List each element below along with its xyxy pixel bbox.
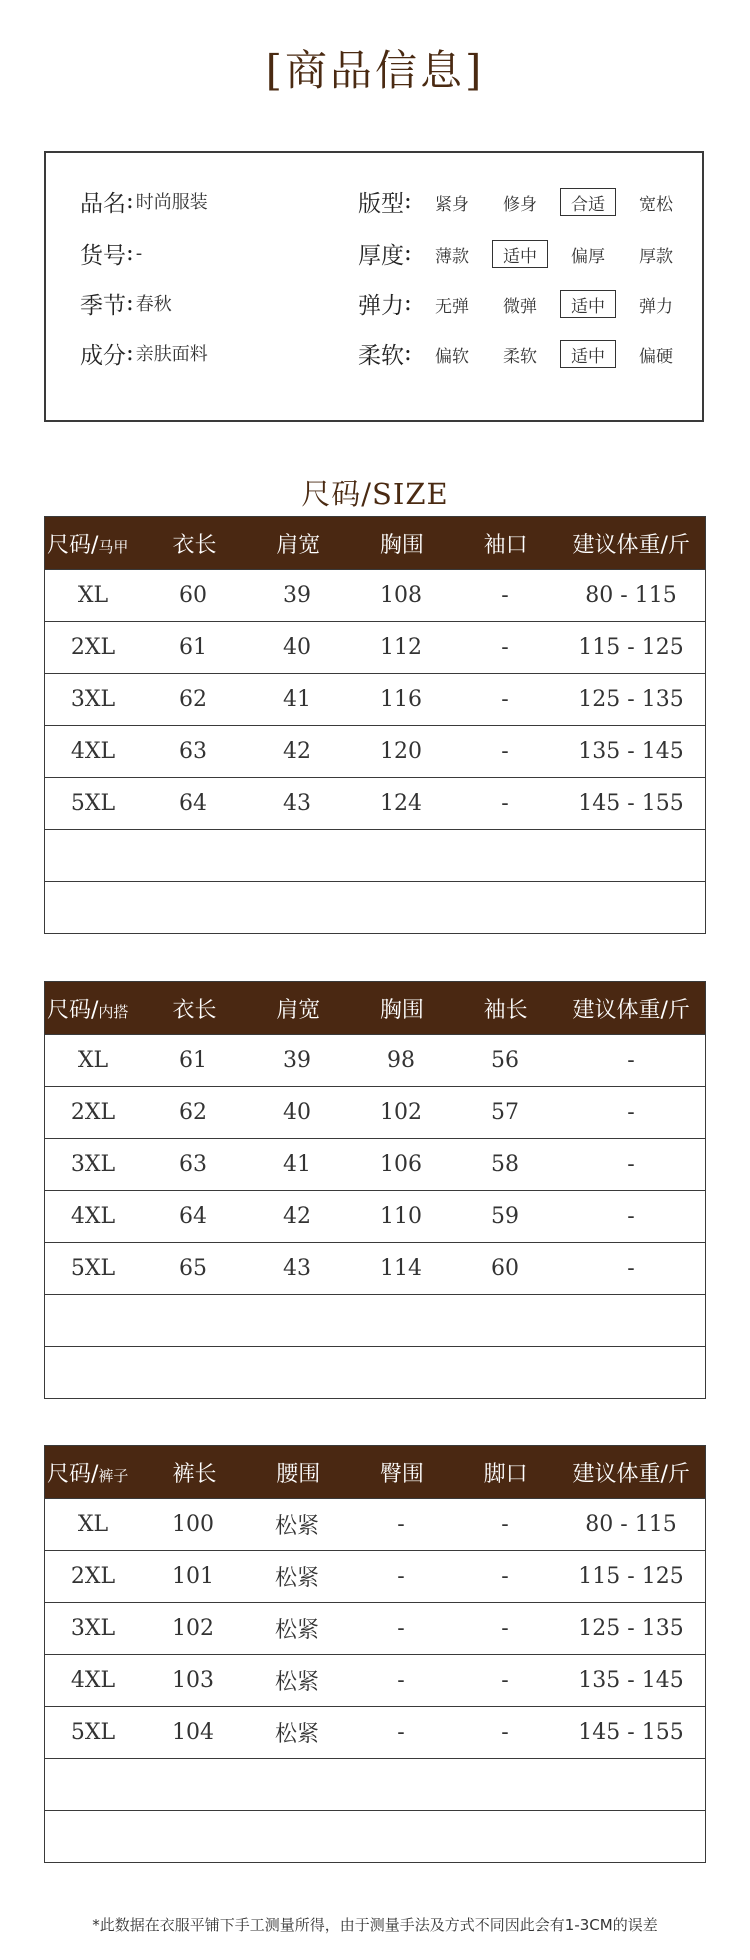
table-cell: 57 [491, 1100, 519, 1125]
header-size-label: 尺码/ [47, 1461, 99, 1487]
attribute-option: 紧身 [435, 194, 469, 215]
table-cell: - [397, 1720, 405, 1745]
info-colon: : [404, 240, 412, 266]
table-cell: 4XL [70, 1204, 116, 1229]
table-cell: 80 - 115 [585, 583, 677, 608]
info-row [46, 181, 702, 221]
info-colon: : [126, 340, 134, 366]
table-cell: - [397, 1616, 405, 1641]
table-cell: 42 [283, 1204, 311, 1229]
table-cell: 3XL [70, 1152, 116, 1177]
table-cell: 松紧 [274, 1566, 319, 1591]
table-cell: 61 [179, 635, 207, 660]
table-cell: - [501, 791, 509, 816]
table-cell: 65 [179, 1256, 207, 1281]
info-key: 弹力 [358, 292, 404, 319]
attribute-option-selected: 适中 [560, 290, 616, 318]
info-left-field [80, 283, 172, 323]
table-row [45, 673, 705, 725]
header-cell: 衣长 [172, 997, 217, 1023]
table-cell: 102 [380, 1100, 422, 1125]
header-cell: 衣长 [172, 532, 217, 558]
table-cell: 115 - 125 [578, 1564, 684, 1589]
table-cell: 80 - 115 [585, 1512, 677, 1537]
table-cell: 41 [283, 1152, 311, 1177]
table-cell: - [501, 1668, 509, 1693]
table-cell: 43 [283, 791, 311, 816]
header-cell: 脚口 [483, 1461, 528, 1487]
table-cell: 103 [172, 1668, 214, 1693]
attribute-option-selected: 适中 [560, 340, 616, 368]
header-cell: 裤长 [172, 1461, 217, 1487]
info-colon: : [126, 188, 134, 214]
table-row [45, 1602, 705, 1654]
table-row-empty [45, 1810, 705, 1862]
table-header [45, 517, 705, 569]
table-row [45, 1190, 705, 1242]
info-row [46, 283, 702, 323]
table-cell: 106 [380, 1152, 422, 1177]
table-cell: 104 [172, 1720, 214, 1745]
info-key: 品名 [80, 190, 126, 217]
info-colon: : [126, 240, 134, 266]
table-cell: - [501, 1616, 509, 1641]
attribute-option: 修身 [503, 194, 537, 215]
table-row [45, 1550, 705, 1602]
table-cell: 2XL [70, 635, 116, 660]
table-cell: - [501, 1564, 509, 1589]
info-right-field [358, 283, 412, 323]
table-cell: 56 [491, 1048, 519, 1073]
table-cell: - [627, 1204, 635, 1229]
table-cell: - [397, 1668, 405, 1693]
info-right-field [358, 233, 412, 273]
header-garment-label: 裤子 [98, 1466, 129, 1485]
table-cell: 42 [283, 739, 311, 764]
table-cell: 2XL [70, 1564, 116, 1589]
table-row-empty [45, 881, 705, 933]
table-cell: 60 [179, 583, 207, 608]
attribute-option: 无弹 [435, 296, 469, 317]
table-cell: 110 [380, 1204, 422, 1229]
table-cell: 41 [283, 687, 311, 712]
info-row [46, 333, 702, 373]
header-cell: 袖口 [483, 532, 528, 558]
info-value: 春秋 [135, 294, 172, 315]
table-cell: 40 [283, 635, 311, 660]
table-cell: XL [77, 1048, 109, 1073]
table-cell: 松紧 [274, 1670, 319, 1695]
header-size-cell [45, 528, 143, 559]
table-cell: 3XL [70, 687, 116, 712]
info-left-field [80, 233, 142, 273]
info-left-field [80, 333, 208, 373]
info-value: 时尚服装 [135, 192, 208, 213]
info-key: 季节 [80, 292, 126, 319]
table-cell: - [501, 1512, 509, 1537]
table-cell: XL [77, 1512, 109, 1537]
table-cell: 64 [179, 1204, 207, 1229]
table-cell: - [627, 1152, 635, 1177]
attribute-option: 偏硬 [639, 346, 673, 367]
table-cell: 64 [179, 791, 207, 816]
header-cell: 腰围 [276, 1461, 321, 1487]
attribute-option-selected: 适中 [492, 240, 548, 268]
attribute-option: 偏厚 [571, 246, 605, 267]
table-row-empty [45, 829, 705, 881]
header-cell: 臀围 [379, 1461, 424, 1487]
table-cell: 39 [283, 1048, 311, 1073]
info-colon: : [404, 290, 412, 316]
table-cell: - [397, 1512, 405, 1537]
info-key: 货号 [80, 242, 126, 269]
table-cell: 4XL [70, 1668, 116, 1693]
size-table [44, 516, 706, 934]
header-cell: 肩宽 [276, 997, 321, 1023]
header-size-cell [45, 993, 143, 1024]
table-cell: - [627, 1100, 635, 1125]
table-row [45, 1086, 705, 1138]
info-left-field [80, 181, 208, 221]
info-value: 亲肤面料 [135, 344, 208, 365]
table-cell: 115 - 125 [578, 635, 684, 660]
table-cell: 108 [380, 583, 422, 608]
table-cell: 40 [283, 1100, 311, 1125]
attribute-option: 柔软 [503, 346, 537, 367]
info-row [46, 233, 702, 273]
table-cell: 114 [380, 1256, 422, 1281]
measurement-footnote: *此数据在衣服平铺下手工测量所得，由于测量手法及方式不同因此会有1-3CM的误差 [92, 1916, 658, 1934]
info-colon: : [404, 188, 412, 214]
table-cell: 43 [283, 1256, 311, 1281]
table-row [45, 1034, 705, 1086]
table-cell: 5XL [70, 791, 116, 816]
table-cell: 松紧 [274, 1514, 319, 1539]
header-cell: 袖长 [483, 997, 528, 1023]
attribute-option: 薄款 [435, 246, 469, 267]
info-key: 成分 [80, 342, 126, 369]
table-cell: 58 [491, 1152, 519, 1177]
table-row [45, 1654, 705, 1706]
info-key: 厚度 [358, 242, 404, 269]
attribute-option-selected: 合适 [560, 188, 616, 216]
table-cell: 112 [380, 635, 422, 660]
table-cell: 62 [179, 1100, 207, 1125]
header-cell: 肩宽 [276, 532, 321, 558]
table-header [45, 1446, 705, 1498]
attribute-option: 弹力 [639, 296, 673, 317]
table-cell: 5XL [70, 1720, 116, 1745]
table-cell: 59 [491, 1204, 519, 1229]
table-cell: 63 [179, 1152, 207, 1177]
table-row [45, 621, 705, 673]
table-cell: 135 - 145 [578, 739, 684, 764]
table-row [45, 1498, 705, 1550]
table-cell: 松紧 [274, 1618, 319, 1643]
table-cell: 125 - 135 [578, 687, 684, 712]
table-cell: - [501, 687, 509, 712]
info-colon: : [126, 290, 134, 316]
table-cell: 100 [172, 1512, 214, 1537]
table-cell: - [501, 739, 509, 764]
info-right-field [358, 181, 412, 221]
table-cell: 39 [283, 583, 311, 608]
info-key: 版型 [358, 190, 404, 217]
table-cell: 124 [380, 791, 422, 816]
table-cell: 2XL [70, 1100, 116, 1125]
header-garment-label: 马甲 [98, 537, 129, 556]
table-cell: - [627, 1048, 635, 1073]
header-garment-label: 内搭 [98, 1002, 129, 1021]
table-cell: 4XL [70, 739, 116, 764]
table-cell: 5XL [70, 1256, 116, 1281]
table-row [45, 1138, 705, 1190]
header-cell: 胸围 [379, 532, 424, 558]
info-value: - [135, 242, 143, 264]
table-cell: 61 [179, 1048, 207, 1073]
table-cell: 120 [380, 739, 422, 764]
table-row [45, 1706, 705, 1758]
table-cell: 63 [179, 739, 207, 764]
table-row [45, 777, 705, 829]
attribute-option: 偏软 [435, 346, 469, 367]
info-right-field [358, 333, 412, 373]
table-cell: 101 [172, 1564, 214, 1589]
table-cell: XL [77, 583, 109, 608]
table-row [45, 725, 705, 777]
table-cell: - [501, 583, 509, 608]
info-key: 柔软 [358, 342, 404, 369]
table-row-empty [45, 1294, 705, 1346]
header-cell: 建议体重/斤 [572, 1461, 690, 1487]
table-cell: 125 - 135 [578, 1616, 684, 1641]
table-cell: - [397, 1564, 405, 1589]
header-cell: 建议体重/斤 [572, 532, 690, 558]
table-row [45, 1242, 705, 1294]
header-cell: 胸围 [379, 997, 424, 1023]
table-cell: 62 [179, 687, 207, 712]
header-size-label: 尺码/ [47, 997, 99, 1023]
product-info-box [44, 151, 704, 422]
table-cell: 60 [491, 1256, 519, 1281]
table-cell: 3XL [70, 1616, 116, 1641]
table-cell: 145 - 155 [578, 791, 684, 816]
table-cell: - [627, 1256, 635, 1281]
size-chart-title: 尺码/SIZE [301, 477, 449, 511]
attribute-option: 宽松 [639, 194, 673, 215]
size-table [44, 1445, 706, 1863]
table-cell: 98 [387, 1048, 415, 1073]
table-cell: 145 - 155 [578, 1720, 684, 1745]
header-size-cell [45, 1457, 143, 1488]
info-colon: : [404, 340, 412, 366]
table-cell: 116 [380, 687, 422, 712]
table-header [45, 982, 705, 1034]
table-row [45, 569, 705, 621]
table-cell: - [501, 1720, 509, 1745]
header-cell: 建议体重/斤 [572, 997, 690, 1023]
table-cell: 松紧 [274, 1722, 319, 1747]
table-cell: 135 - 145 [578, 1668, 684, 1693]
attribute-option: 厚款 [639, 246, 673, 267]
attribute-option: 微弹 [503, 296, 537, 317]
size-table [44, 981, 706, 1399]
table-cell: 102 [172, 1616, 214, 1641]
page-title: [商品信息] [265, 46, 485, 95]
table-row-empty [45, 1346, 705, 1398]
header-size-label: 尺码/ [47, 532, 99, 558]
table-row-empty [45, 1758, 705, 1810]
table-cell: - [501, 635, 509, 660]
